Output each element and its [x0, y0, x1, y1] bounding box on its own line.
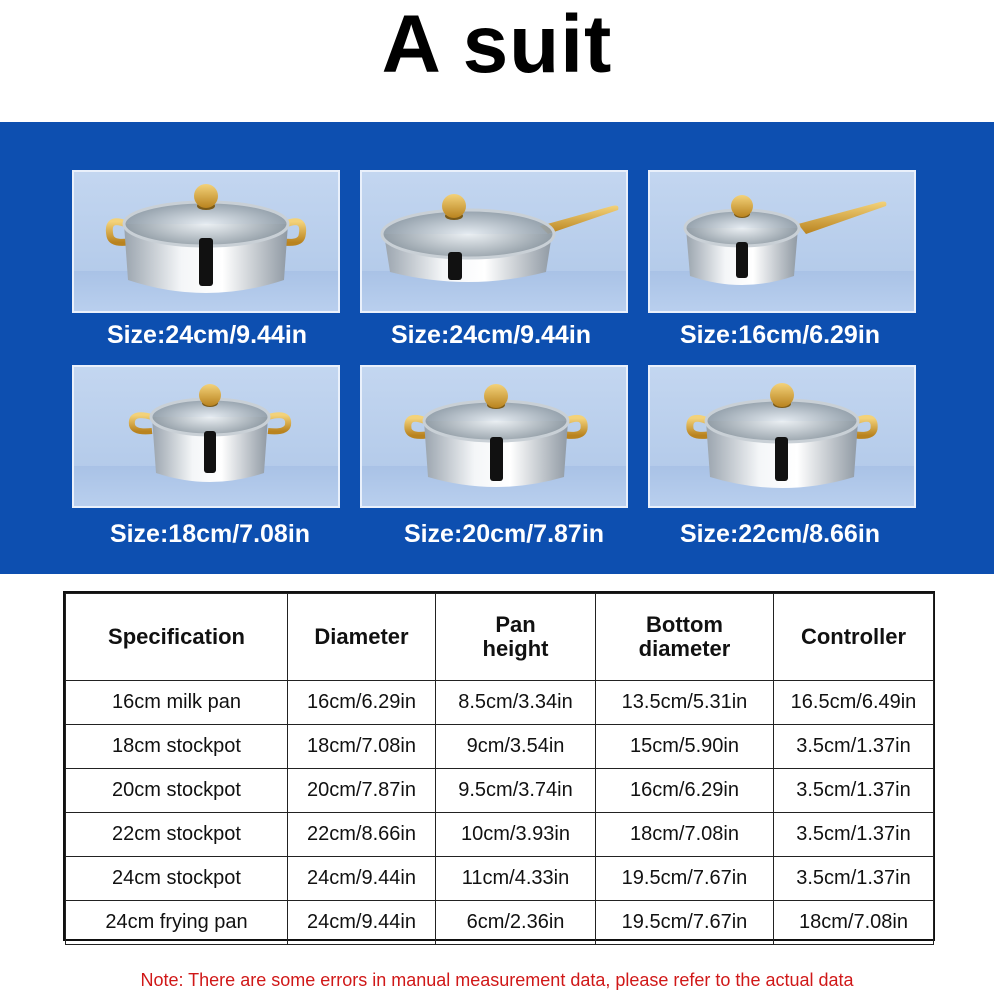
- product-card-4: [72, 365, 340, 508]
- cell-diameter: 24cm/9.44in: [288, 901, 436, 945]
- stockpot-icon: [650, 367, 914, 506]
- table-header-row: [66, 594, 934, 681]
- cell-pan-height: 9cm/3.54in: [436, 725, 596, 769]
- product-card-3: [648, 170, 916, 313]
- cell-diameter: 20cm/7.87in: [288, 769, 436, 813]
- product-card-5: [360, 365, 628, 508]
- measurement-note: Note: There are some errors in manual measurement data, please refer to the actual data: [140, 970, 854, 990]
- cell-diameter: 18cm/7.08in: [288, 725, 436, 769]
- cell-bottom-diameter: 13.5cm/5.31in: [596, 681, 774, 725]
- header-bottom-diameter: Bottom diameter: [596, 594, 774, 681]
- header-specification: Specification: [66, 594, 288, 681]
- cell-pan-height: 9.5cm/3.74in: [436, 769, 596, 813]
- stockpot-icon: [362, 367, 626, 506]
- cell-diameter: 22cm/8.66in: [288, 813, 436, 857]
- cell-controller: 3.5cm/1.37in: [774, 769, 934, 813]
- cell-specification: 16cm milk pan: [66, 681, 288, 725]
- size-label: Size:16cm/6.29in: [679, 321, 881, 349]
- frying-pan-icon: [362, 172, 626, 311]
- cell-bottom-diameter: 16cm/6.29in: [596, 769, 774, 813]
- cell-pan-height: 10cm/3.93in: [436, 813, 596, 857]
- cell-pan-height: 8.5cm/3.34in: [436, 681, 596, 725]
- cell-controller: 3.5cm/1.37in: [774, 725, 934, 769]
- size-label: Size:24cm/9.44in: [390, 321, 592, 349]
- cell-bottom-diameter: 18cm/7.08in: [596, 813, 774, 857]
- cell-specification: 22cm stockpot: [66, 813, 288, 857]
- cell-diameter: 24cm/9.44in: [288, 857, 436, 901]
- spec-table: [63, 591, 935, 941]
- cell-specification: 24cm stockpot: [66, 857, 288, 901]
- cell-controller: 3.5cm/1.37in: [774, 857, 934, 901]
- stockpot-icon: [74, 367, 338, 506]
- size-label: Size:24cm/9.44in: [106, 321, 308, 349]
- size-label: Size:22cm/8.66in: [679, 520, 881, 548]
- table-row: [66, 725, 934, 769]
- table-row: [66, 681, 934, 725]
- table-row: [66, 769, 934, 813]
- cell-diameter: 16cm/6.29in: [288, 681, 436, 725]
- cell-pan-height: 6cm/2.36in: [436, 901, 596, 945]
- cell-bottom-diameter: 19.5cm/7.67in: [596, 901, 774, 945]
- product-card-1: [72, 170, 340, 313]
- cell-bottom-diameter: 15cm/5.90in: [596, 725, 774, 769]
- product-card-6: [648, 365, 916, 508]
- cell-specification: 24cm frying pan: [66, 901, 288, 945]
- table-row: [66, 813, 934, 857]
- cell-controller: 18cm/7.08in: [774, 901, 934, 945]
- cell-bottom-diameter: 19.5cm/7.67in: [596, 857, 774, 901]
- cell-controller: 16.5cm/6.49in: [774, 681, 934, 725]
- cell-pan-height: 11cm/4.33in: [436, 857, 596, 901]
- cell-specification: 20cm stockpot: [66, 769, 288, 813]
- product-card-2: [360, 170, 628, 313]
- stockpot-icon: [74, 172, 338, 311]
- size-label: Size:20cm/7.87in: [403, 520, 605, 548]
- table-row: [66, 901, 934, 945]
- header-controller: Controller: [774, 594, 934, 681]
- cell-specification: 18cm stockpot: [66, 725, 288, 769]
- milk-pan-icon: [650, 172, 914, 311]
- header-diameter: Diameter: [288, 594, 436, 681]
- header-pan-height: Pan height: [436, 594, 596, 681]
- table-row: [66, 857, 934, 901]
- page-title: A suit: [381, 0, 613, 90]
- cell-controller: 3.5cm/1.37in: [774, 813, 934, 857]
- size-label: Size:18cm/7.08in: [109, 520, 311, 548]
